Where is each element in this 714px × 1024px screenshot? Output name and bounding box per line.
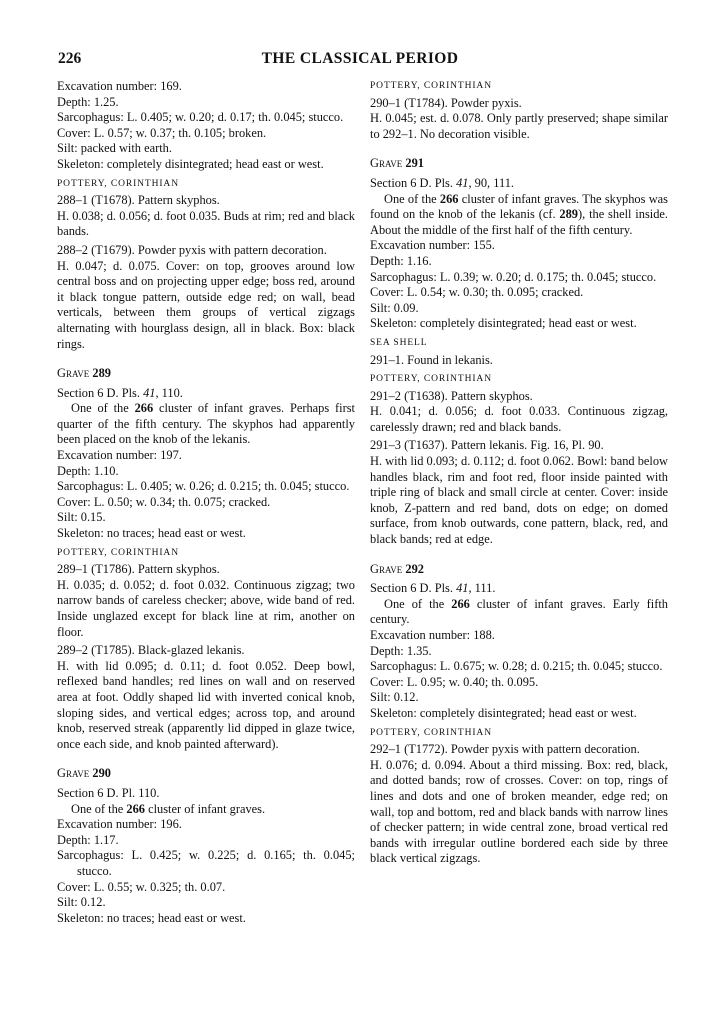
item-heading: 290–1 (T1784). Powder pyxis. xyxy=(370,95,522,110)
grave-heading-291: Grave 291 xyxy=(370,156,424,171)
item-description: H. 0.047; d. 0.075. Cover: on top, grooves around low central boss and on projecting upper edge; boss red, around it black tongue pattern, outside edge red; on wall, bead verticals, between them groups of vertical zigzags alternating with hourglass design, all in black. Box: black rings. xyxy=(57,258,355,351)
item-description: H. 0.041; d. 0.056; d. foot 0.033. Continuous zigzag, carelessly drawn; red and black bands. xyxy=(370,404,668,434)
grave-description-289: One of the 266 cluster of infant graves. Perhaps first quarter of the fifth century. The skyphos had apparently been placed on the knob of the lekanis. xyxy=(57,401,355,447)
silt-291: Silt: 0.09. xyxy=(370,300,419,315)
grave-heading-289: Grave 289 xyxy=(57,366,111,381)
grave-description-292: One of the 266 cluster of infant graves. Early fifth century. xyxy=(370,596,668,627)
sarcophagus-292: Sarcophagus: L. 0.675; w. 0.28; d. 0.215; th. 0.045; stucco. xyxy=(370,659,663,674)
sarcophagus-288: Sarcophagus: L. 0.405; w. 0.20; d. 0.17; th. 0.045; stucco. xyxy=(57,110,344,125)
item-heading: 291–1. Found in lekanis. xyxy=(370,352,493,367)
category-label: POTTERY, CORINTHIAN xyxy=(370,374,492,385)
depth-291: Depth: 1.16. xyxy=(370,253,432,268)
item-description: H. with lid 0.095; d. 0.11; d. foot 0.052. Deep bowl, reflexed band handles; red lines on wall and on reserved area at foot. Oddly shaped lid with inverted conical knob, sloping sides, and vertical edges; across top, and around knob, reserved streak (apparently lid dipped in glaze twice, once each side, and knob painted afterward). xyxy=(57,658,355,751)
item-description: H. 0.035; d. 0.052; d. foot 0.032. Continuous zigzag; two narrow bands of careless checker; above, wide band of red. Inside unglazed except for black line at rim, another on floor. xyxy=(57,577,355,639)
section-291: Section 6 D. Pls. 41, 90, 111. xyxy=(370,175,514,190)
skeleton-290: Skeleton: no traces; head east or west. xyxy=(57,910,246,925)
item-heading: 289–2 (T1785). Black-glazed lekanis. xyxy=(57,643,245,658)
grave-heading-292: Grave 292 xyxy=(370,561,424,576)
depth-290: Depth: 1.17. xyxy=(57,832,119,847)
cover-291: Cover: L. 0.54; w. 0.30; th. 0.095; cracked. xyxy=(370,285,584,300)
depth-292: Depth: 1.35. xyxy=(370,643,432,658)
section-290: Section 6 D. Pl. 110. xyxy=(57,785,160,800)
item-heading: 292–1 (T1772). Powder pyxis with pattern decoration. xyxy=(370,742,640,757)
skeleton-288: Skeleton: completely disintegrated; head east or west. xyxy=(57,156,324,171)
running-title: THE CLASSICAL PERIOD xyxy=(261,50,459,67)
left-column xyxy=(57,79,355,926)
grave-description-291: One of the 266 cluster of infant graves. The skyphos was found on the knob of the lekanis (cf. 289), the shell inside. About the middle of the first half of the fifth century. xyxy=(370,191,668,237)
grave-heading-290: Grave 290 xyxy=(57,766,111,781)
item-description: H. with lid 0.093; d. 0.112; d. foot 0.062. Bowl: band below handles black, rim and foot red, floor inside painted with triple ring of black and small circle at center. Cover: inside knob, Z-pattern and red band, dots on edge; on domed surface, from knob outwards, cone pattern, black, red, and black bands; red at edge. xyxy=(370,454,668,547)
sarcophagus-291: Sarcophagus: L. 0.39; w. 0.20; d. 0.175; th. 0.045; stucco. xyxy=(370,269,657,284)
category-label: POTTERY, CORINTHIAN xyxy=(370,727,492,738)
cover-292: Cover: L. 0.95; w. 0.40; th. 0.095. xyxy=(370,674,539,689)
excavation-291: Excavation number: 155. xyxy=(370,238,495,253)
depth-289: Depth: 1.10. xyxy=(57,463,119,478)
silt-290: Silt: 0.12. xyxy=(57,895,106,910)
page-number: 226 xyxy=(58,50,82,67)
depth-288: Depth: 1.25. xyxy=(57,94,119,109)
page-header xyxy=(58,50,662,72)
cover-289: Cover: L. 0.50; w. 0.34; th. 0.075; cracked. xyxy=(57,494,271,509)
silt-288: Silt: packed with earth. xyxy=(57,141,172,156)
category-label: POTTERY, CORINTHIAN xyxy=(370,81,492,91)
item-heading: 288–1 (T1678). Pattern skyphos. xyxy=(57,193,220,208)
right-column xyxy=(370,79,668,867)
item-heading: 288–2 (T1679). Powder pyxis with pattern decoration. xyxy=(57,242,327,257)
section-289: Section 6 D. Pls. 41, 110. xyxy=(57,385,183,400)
silt-289: Silt: 0.15. xyxy=(57,510,106,525)
category-label: POTTERY, CORINTHIAN xyxy=(57,547,179,558)
item-description: H. 0.045; est. d. 0.078. Only partly preserved; shape similar to 292–1. No decoration visible. xyxy=(370,111,668,141)
cover-288: Cover: L. 0.57; w. 0.37; th. 0.105; broken. xyxy=(57,125,267,140)
excavation-288: Excavation number: 169. xyxy=(57,79,182,93)
cover-290: Cover: L. 0.55; w. 0.325; th. 0.07. xyxy=(57,879,226,894)
skeleton-289: Skeleton: no traces; head east or west. xyxy=(57,526,246,541)
grave-description-290: One of the 266 cluster of infant graves. xyxy=(71,801,266,816)
category-label: SEA SHELL xyxy=(370,337,428,348)
skeleton-292: Skeleton: completely disintegrated; head east or west. xyxy=(370,705,637,720)
excavation-290: Excavation number: 196. xyxy=(57,817,182,832)
excavation-289: Excavation number: 197. xyxy=(57,448,182,463)
silt-292: Silt: 0.12. xyxy=(370,690,419,705)
category-label: POTTERY, CORINTHIAN xyxy=(57,178,179,189)
item-description: H. 0.076; d. 0.094. About a third missing. Box: red, black, and dotted bands; row of crosses. Cover: on top, rings of lines and dots and one of broken meander, edge red; on wall, top and bottom, red and black bands with narrow lines of checker pattern; in wide central zone, broad vertical red bands with irregular outline bordered each side by three black vertical zigzags. xyxy=(370,757,668,866)
item-description: H. 0.038; d. 0.056; d. foot 0.035. Buds at rim; red and black bands. xyxy=(57,208,355,239)
skeleton-291: Skeleton: completely disintegrated; head east or west. xyxy=(370,316,637,331)
excavation-292: Excavation number: 188. xyxy=(370,628,495,642)
item-heading: 291–3 (T1637). Pattern lekanis. Fig. 16, Pl. 90. xyxy=(370,438,604,453)
sarcophagus-290: Sarcophagus: L. 0.425; w. 0.225; d. 0.165; th. 0.045; stucco. xyxy=(57,848,355,878)
item-heading: 289–1 (T1786). Pattern skyphos. xyxy=(57,562,220,577)
item-heading: 291–2 (T1638). Pattern skyphos. xyxy=(370,388,533,403)
section-292: Section 6 D. Pls. 41, 111. xyxy=(370,581,496,596)
sarcophagus-289: Sarcophagus: L. 0.405; w. 0.26; d. 0.215; th. 0.045; stucco. xyxy=(57,479,350,494)
